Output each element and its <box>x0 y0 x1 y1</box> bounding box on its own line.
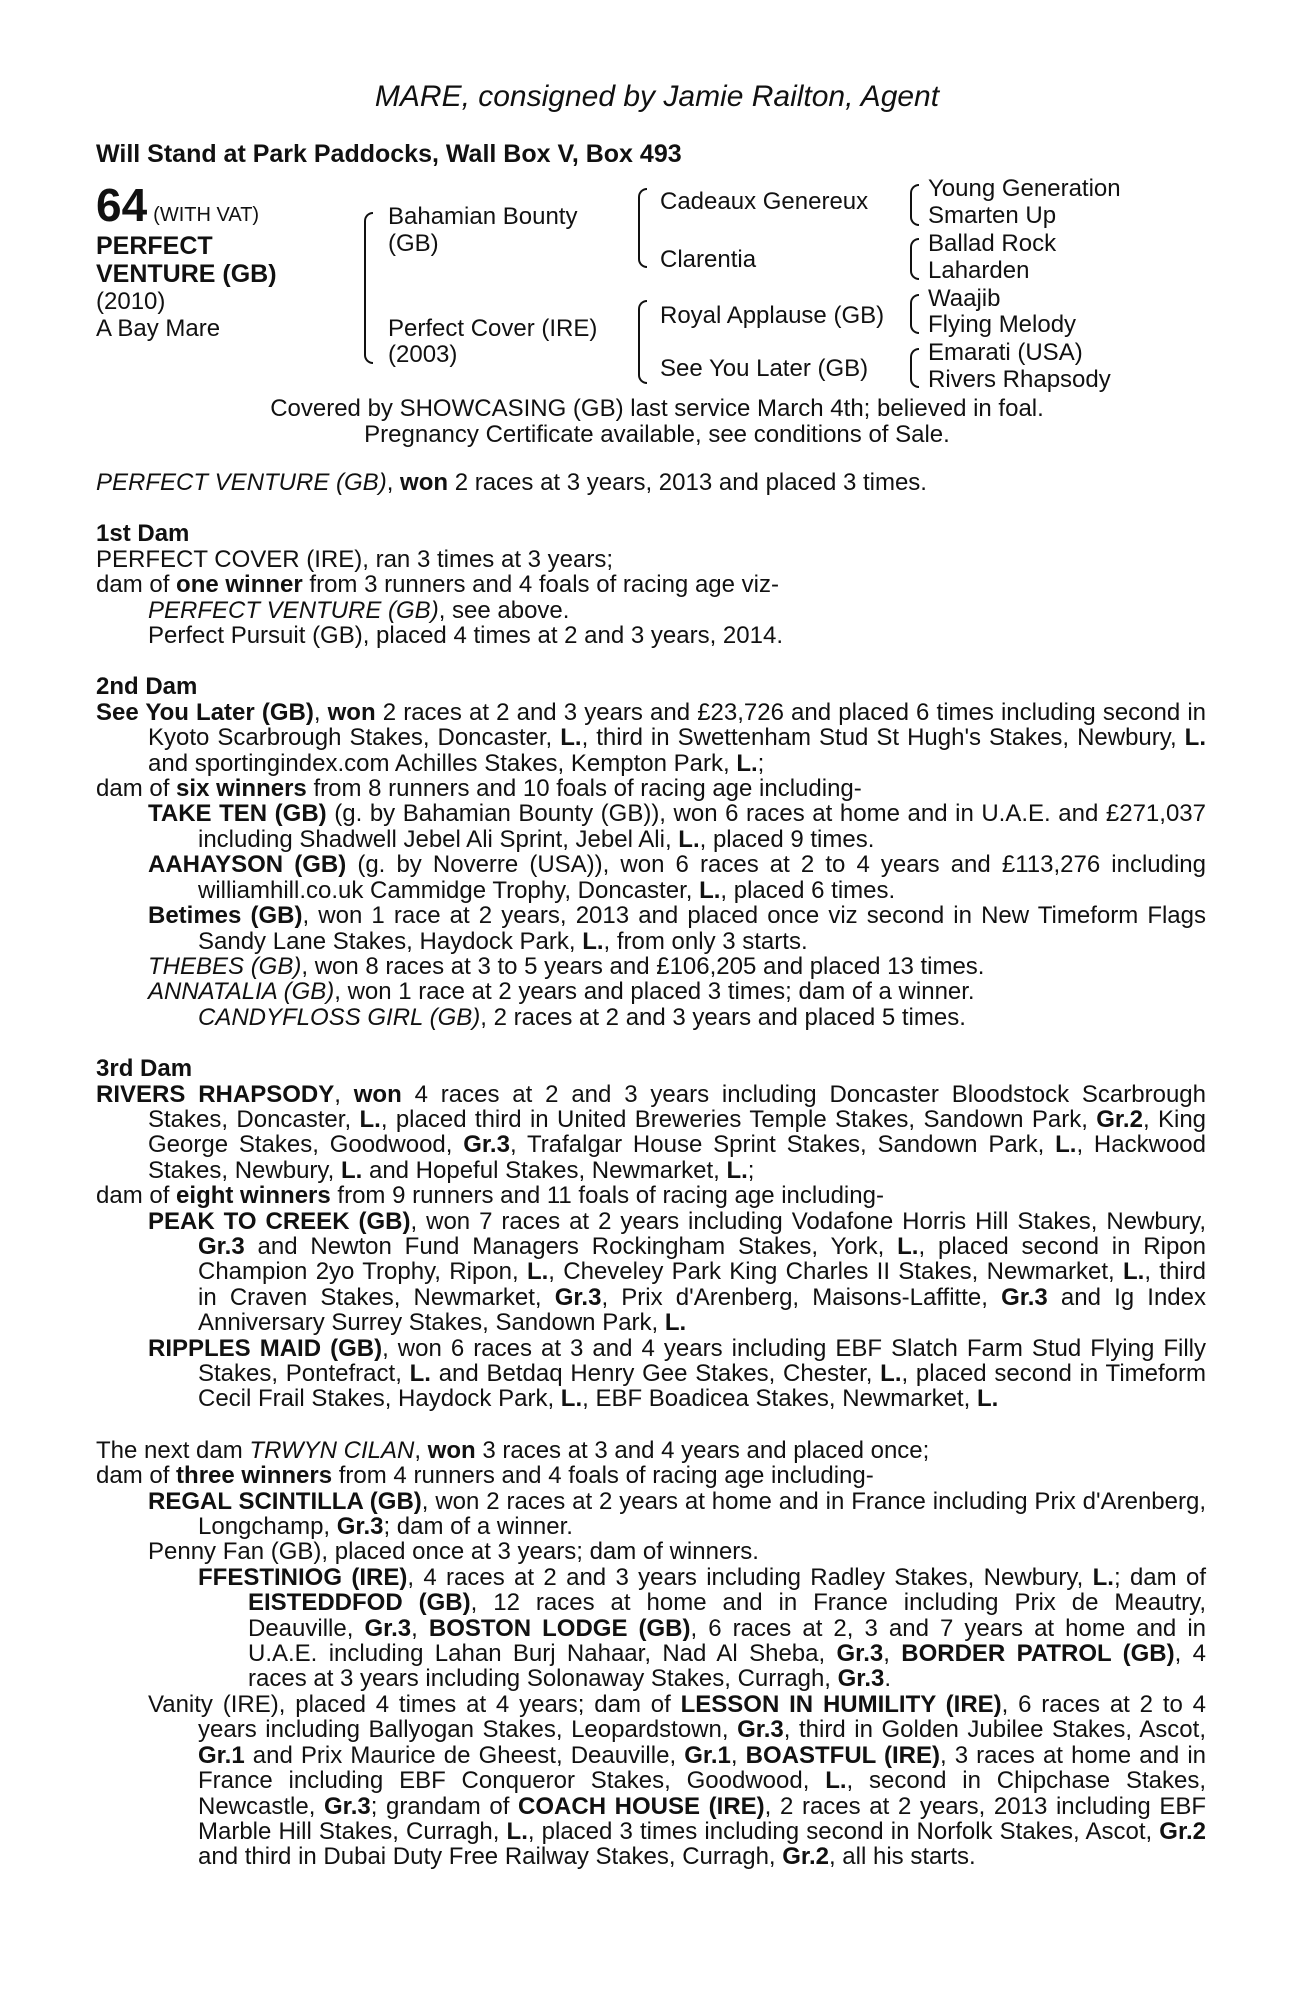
pedigree-sire-dam: Clarentia <box>660 246 757 273</box>
pedigree-brace-dd <box>910 348 919 388</box>
pedigree-dsd: Flying Melody <box>928 311 1077 338</box>
pedigree-dds: Emarati (USA) <box>928 339 1083 366</box>
third-dam-section <box>96 1056 1206 1412</box>
second-dam-produce-item: TAKE TEN (GB) (g. by Bahamian Bounty (GB)), won 6 races at home and in U.A.E. and £271,037 including Shadwell Jebel Ali Sprint, Jebel Ali, L., placed 9 times. <box>148 800 1206 853</box>
pedigree-dam-sire: Royal Applause (GB) <box>660 302 885 329</box>
pedigree-brace-ss <box>910 184 919 226</box>
pedigree-sire-sire: Cadeaux Genereux <box>660 188 869 215</box>
second-dam-section <box>96 674 1206 1030</box>
covered-note <box>0 396 1314 448</box>
catalogue-body <box>96 470 1206 1870</box>
third-dam-produce-summary: dam of eight winners from 9 runners and 11 foals of racing age including- <box>96 1182 884 1210</box>
first-dam-produce-item: Perfect Pursuit (GB), placed 4 times at 2 and 3 years, 2014. <box>148 622 783 650</box>
first-dam-line: PERFECT COVER (IRE), ran 3 times at 3 years; <box>96 545 614 573</box>
pedigree-brace-sd <box>910 238 919 280</box>
pedigree-sire-country: (GB) <box>388 230 439 257</box>
pedigree-sss: Young Generation <box>928 175 1121 202</box>
second-dam-produce-item: ANNATALIA (GB), won 1 race at 2 years and placed 3 times; dam of a winner. <box>148 978 975 1006</box>
second-dam-produce-item: AAHAYSON (GB) (g. by Noverre (USA)), won 6 races at 2 to 4 years and £113,276 including williamhill.co.uk Cammidge Trophy, Doncaster, L., placed 6 times. <box>148 851 1206 904</box>
consignor-title: MARE, consigned by Jamie Railton, Agent <box>374 80 940 113</box>
covered-line-2: Pregnancy Certificate available, see conditions of Sale. <box>364 421 950 448</box>
pedigree-sdd: Laharden <box>928 257 1030 284</box>
next-dam-record: The next dam TRWYN CILAN, won 3 races at 3 and 4 years and placed once; <box>96 1436 930 1464</box>
pedigree-dam-dam: See You Later (GB) <box>660 355 869 382</box>
pedigree-brace-dam <box>638 300 647 384</box>
next-dam-section <box>96 1438 1206 1870</box>
first-dam-section <box>96 521 1206 648</box>
pedigree-ddd: Rivers Rhapsody <box>928 366 1111 393</box>
pedigree-dam: Perfect Cover (IRE) <box>388 315 598 342</box>
next-dam-produce-item: Vanity (IRE), placed 4 times at 4 years; dam of LESSON IN HUMILITY (IRE), 6 races at 2 to 4 years including Ballyogan Stakes, Leopardstown, Gr.3, third in Golden Jubilee Stakes, Ascot, Gr.1 and Prix Maurice de Gheest, Deauville, Gr.1, BOASTFUL (IRE), 3 races at home and in France including EBF Conqueror Stakes, Goodwood, L., second in Chipchase Stakes, Newcastle, Gr.3; grandam of COACH HOUSE (IRE), 2 races at 2 years, 2013 including EBF Marble Hill Stakes, Curragh, L., placed 3 times including second in Norfolk Stakes, Ascot, Gr.2 and third in Dubai Duty Free Railway Stakes, Curragh, Gr.2, all his starts. <box>148 1690 1207 1871</box>
next-dam-produce-summary: dam of three winners from 4 runners and 4 foals of racing age including- <box>96 1462 874 1490</box>
horse-name <box>96 232 277 288</box>
second-dam-record: See You Later (GB), won 2 races at 2 and 3 years and £23,726 and placed 6 times including second in Kyoto Scarbrough Stakes, Doncaster, L., third in Swettenham Stud St Hugh's Stakes, Newbury, L. and sportingindex.com Achilles Stakes, Kempton Park, L.; <box>96 698 1207 777</box>
first-dam-heading: 1st Dam <box>96 520 190 548</box>
third-dam-produce-item: RIPPLES MAID (GB), won 6 races at 3 and 4 years including EBF Slatch Farm Stud Flying Filly Stakes, Pontefract, L. and Betdaq Henry Gee Stakes, Chester, L., placed second in Timeform Cecil Frail Stakes, Haydock Park, L., EBF Boadicea Stakes, Newmarket, L. <box>148 1334 1207 1413</box>
horse-name-line2: VENTURE (GB) <box>96 260 277 288</box>
summary-horse-name: PERFECT VENTURE (GB) <box>96 469 387 496</box>
third-dam-record: RIVERS RHAPSODY, won 4 races at 2 and 3 years including Doncaster Bloodstock Scarbrough Stakes, Doncaster, L., placed third in United Breweries Temple Stakes, Sandown Park, Gr.2, King George Stakes, Goodwood, Gr.3, Trafalgar House Sprint Stakes, Sandown Park, L., Hackwood Stakes, Newbury, L. and Hopeful Stakes, Newmarket, L.; <box>96 1080 1207 1184</box>
summary-line: PERFECT VENTURE (GB), won 2 races at 3 years, 2013 and placed 3 times. <box>96 469 927 496</box>
pedigree-brace-main <box>364 212 373 364</box>
pedigree-ssd: Smarten Up <box>928 202 1057 229</box>
second-dam-produce-item: Betimes (GB), won 1 race at 2 years, 2013 and placed once viz second in New Timeform Flags Sandy Lane Stakes, Haydock Park, L., from only 3 starts. <box>148 902 1207 955</box>
vat-note: (WITH VAT) <box>153 204 260 226</box>
summary-rest: 2 races at 3 years, 2013 and placed 3 times. <box>448 469 927 496</box>
first-dam-produce-summary: dam of one winner from 3 runners and 4 foals of racing age viz- <box>96 571 779 599</box>
next-dam-produce-item: Penny Fan (GB), placed once at 3 years; dam of winners. <box>148 1538 759 1566</box>
covered-line-1: Covered by SHOWCASING (GB) last service March 4th; believed in foal. <box>270 395 1044 422</box>
lot-number: 64 <box>96 179 148 231</box>
stand-location: Will Stand at Park Paddocks, Wall Box V, Box 493 <box>96 140 682 168</box>
next-dam-granddaughter: FFESTINIOG (IRE), 4 races at 2 and 3 years including Radley Stakes, Newbury, L.; dam of EISTEDDFOD (GB), 12 races at home and in France including Prix de Meautry, Deauville, Gr.3, BOSTON LODGE (GB), 6 races at 2, 3 and 7 years at home and in U.A.E. including Lahan Burj Nahaar, Nad Al Sheba, Gr.3, BORDER PATROL (GB), 4 races at 3 years including Solonaway Stakes, Curragh, Gr.3. <box>198 1563 1207 1693</box>
pedigree-dss: Waajib <box>928 285 1001 312</box>
second-dam-granddaughter: CANDYFLOSS GIRL (GB), 2 races at 2 and 3 years and placed 5 times. <box>198 1003 966 1031</box>
summary-won: won <box>400 469 449 496</box>
lot-number-block <box>96 178 259 232</box>
pedigree-sire: Bahamian Bounty <box>388 203 578 230</box>
first-dam-produce-item: PERFECT VENTURE (GB), see above. <box>148 596 570 624</box>
second-dam-heading: 2nd Dam <box>96 673 198 701</box>
third-dam-heading: 3rd Dam <box>96 1055 193 1083</box>
second-dam-produce-item: THEBES (GB), won 8 races at 3 to 5 years and £106,205 and placed 13 times. <box>148 952 985 980</box>
second-dam-produce-summary: dam of six winners from 8 runners and 10 foals of racing age including- <box>96 775 862 803</box>
horse-name-line1: PERFECT <box>96 232 213 260</box>
next-dam-produce-item: REGAL SCINTILLA (GB), won 2 races at 2 years at home and in France including Prix d'Arenberg, Longchamp, Gr.3; dam of a winner. <box>148 1487 1206 1541</box>
pedigree-sds: Ballad Rock <box>928 230 1057 257</box>
horse-description: A Bay Mare <box>96 315 221 342</box>
third-dam-produce-item: PEAK TO CREEK (GB), won 7 races at 2 years including Vodafone Horris Hill Stakes, Newbury, Gr.3 and Newton Fund Managers Rockingham Stakes, York, L., placed second in Ripon Champion 2yo Trophy, Ripon, L., Cheveley Park King Charles II Stakes, Newmarket, L., third in Craven Stakes, Newmarket, Gr.3, Prix d'Arenberg, Maisons-Laffitte, Gr.3 and Ig Index Anniversary Surrey Stakes, Sandown Park, L. <box>148 1207 1207 1337</box>
pedigree-dam-year: (2003) <box>388 341 458 368</box>
pedigree-brace-ds <box>910 294 919 334</box>
pedigree-brace-sire <box>638 188 647 268</box>
horse-info <box>96 288 220 342</box>
foaling-year: (2010) <box>96 288 166 315</box>
